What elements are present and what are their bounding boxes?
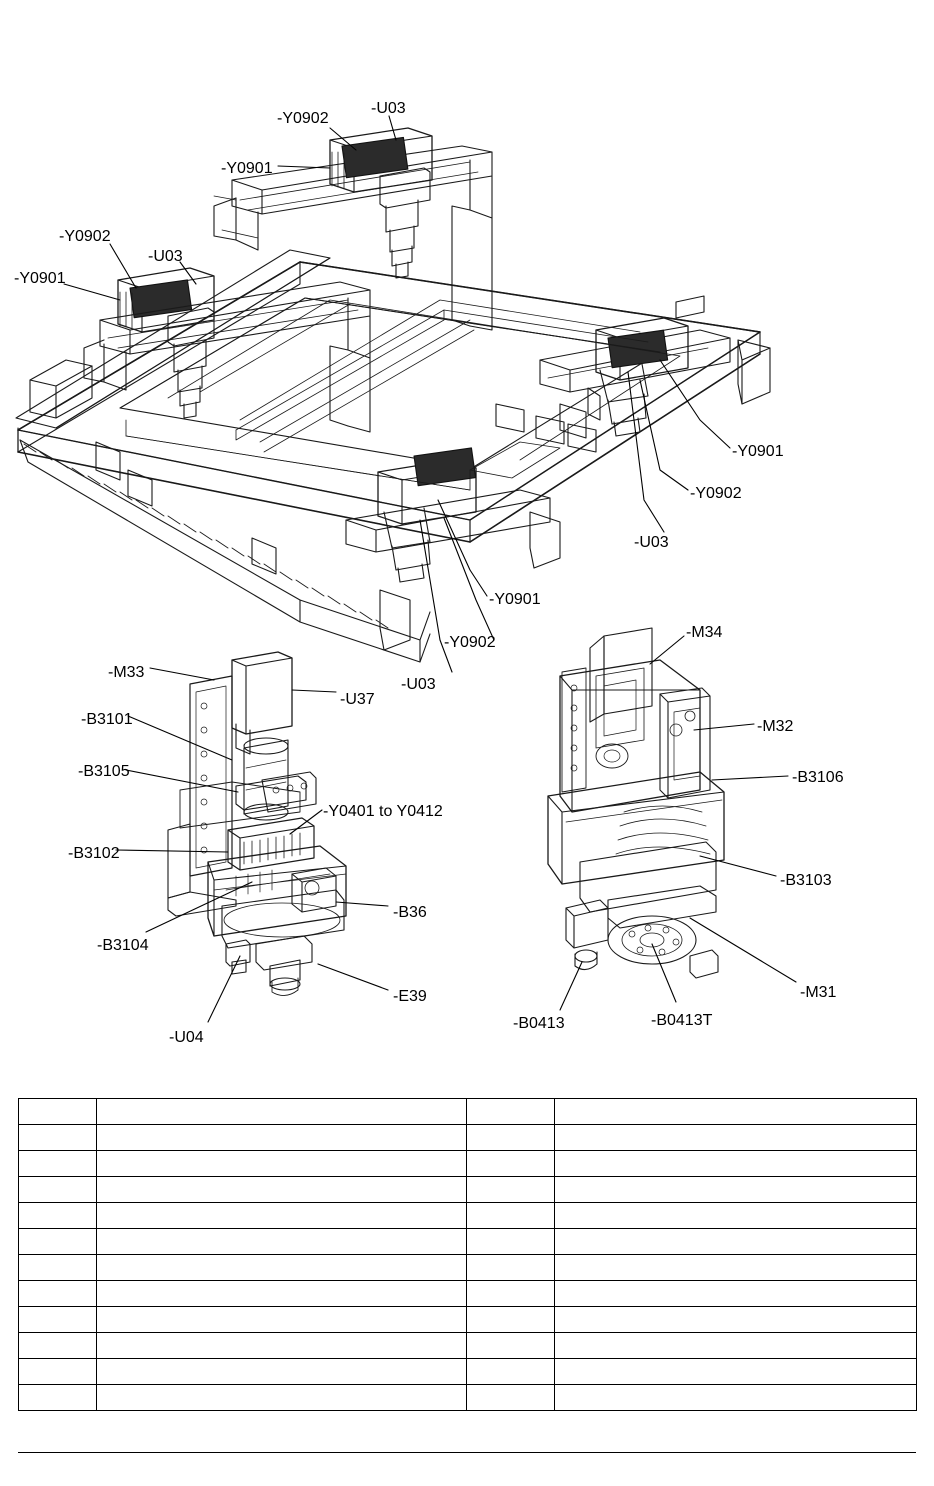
- callout-m33: -M33: [108, 664, 145, 681]
- table-cell: [97, 1333, 467, 1359]
- callout-u04: -U04: [169, 1029, 204, 1046]
- table-cell: [97, 1151, 467, 1177]
- table-cell: [97, 1385, 467, 1411]
- callout-y0901-top: -Y0901: [221, 160, 273, 177]
- callout-y0901-right: -Y0901: [732, 443, 784, 460]
- table-row: [19, 1255, 917, 1281]
- table-cell: [467, 1099, 555, 1125]
- table-row: [19, 1229, 917, 1255]
- footer-divider: [18, 1452, 916, 1453]
- callout-u03-left: -U03: [148, 248, 183, 265]
- table-cell: [467, 1177, 555, 1203]
- table-cell: [97, 1125, 467, 1151]
- callout-b3105: -B3105: [78, 763, 130, 780]
- table-cell: [19, 1177, 97, 1203]
- table-cell: [19, 1385, 97, 1411]
- table-row: [19, 1203, 917, 1229]
- table-cell: [19, 1333, 97, 1359]
- table-cell: [467, 1203, 555, 1229]
- table-cell: [19, 1255, 97, 1281]
- table-cell: [555, 1099, 917, 1125]
- table-row: [19, 1281, 917, 1307]
- table-cell: [555, 1255, 917, 1281]
- callout-b36: -B36: [393, 904, 427, 921]
- callout-u03-right: -U03: [634, 534, 669, 551]
- table-cell: [467, 1333, 555, 1359]
- table-row: [19, 1177, 917, 1203]
- table-cell: [467, 1385, 555, 1411]
- table-cell: [19, 1203, 97, 1229]
- table-cell: [97, 1229, 467, 1255]
- table-cell: [555, 1307, 917, 1333]
- callout-m31: -M31: [800, 984, 837, 1001]
- callout-u03-top: -U03: [371, 100, 406, 117]
- table-cell: [555, 1177, 917, 1203]
- callout-y0902-right: -Y0902: [690, 485, 742, 502]
- callout-b3103: -B3103: [780, 872, 832, 889]
- callout-m34: -M34: [686, 624, 723, 641]
- callout-b3101: -B3101: [81, 711, 133, 728]
- table-cell: [467, 1125, 555, 1151]
- table-cell: [97, 1203, 467, 1229]
- table-cell: [97, 1255, 467, 1281]
- callout-b3104: -B3104: [97, 937, 149, 954]
- callout-u37: -U37: [340, 691, 375, 708]
- table-cell: [555, 1151, 917, 1177]
- table-cell: [467, 1281, 555, 1307]
- table-row: [19, 1099, 917, 1125]
- table-cell: [19, 1229, 97, 1255]
- callout-m32: -M32: [757, 718, 794, 735]
- table-cell: [97, 1177, 467, 1203]
- callout-y0401-to-y0412: -Y0401 to Y0412: [323, 803, 443, 820]
- callout-y0902-left: -Y0902: [59, 228, 111, 245]
- callout-y0902-top: -Y0902: [277, 110, 329, 127]
- table-cell: [97, 1281, 467, 1307]
- table-cell: [19, 1307, 97, 1333]
- table-cell: [19, 1151, 97, 1177]
- callout-b0413t: -B0413T: [651, 1012, 713, 1029]
- table-cell: [555, 1125, 917, 1151]
- table-row: [19, 1125, 917, 1151]
- table-row: [19, 1385, 917, 1411]
- callout-y0901-bottom: -Y0901: [489, 591, 541, 608]
- table-cell: [467, 1229, 555, 1255]
- table-cell: [555, 1229, 917, 1255]
- table-cell: [467, 1151, 555, 1177]
- table-cell: [97, 1099, 467, 1125]
- callout-y0901-left: -Y0901: [14, 270, 66, 287]
- table-row: [19, 1333, 917, 1359]
- callout-u03-bottom: -U03: [401, 676, 436, 693]
- callout-b3106: -B3106: [792, 769, 844, 786]
- gantry-frame: [16, 128, 770, 662]
- callout-e39: -E39: [393, 988, 427, 1005]
- table-cell: [555, 1333, 917, 1359]
- table-cell: [467, 1255, 555, 1281]
- spindle-head-right-art: [548, 628, 724, 978]
- parts-table-body: [19, 1099, 917, 1411]
- table-cell: [555, 1281, 917, 1307]
- parts-list-table: [18, 1098, 917, 1411]
- table-row: [19, 1359, 917, 1385]
- table-cell: [19, 1281, 97, 1307]
- table-cell: [97, 1359, 467, 1385]
- spindle-head-left-art: [168, 652, 346, 996]
- table-cell: [97, 1307, 467, 1333]
- table-cell: [467, 1359, 555, 1385]
- table-cell: [467, 1307, 555, 1333]
- table-row: [19, 1307, 917, 1333]
- callout-y0902-bottom: -Y0902: [444, 634, 496, 651]
- table-cell: [19, 1099, 97, 1125]
- table-cell: [555, 1203, 917, 1229]
- table-cell: [19, 1359, 97, 1385]
- table-cell: [555, 1359, 917, 1385]
- callout-b3102: -B3102: [68, 845, 120, 862]
- table-cell: [19, 1125, 97, 1151]
- table-row: [19, 1151, 917, 1177]
- table-cell: [555, 1385, 917, 1411]
- callout-b0413: -B0413: [513, 1015, 565, 1032]
